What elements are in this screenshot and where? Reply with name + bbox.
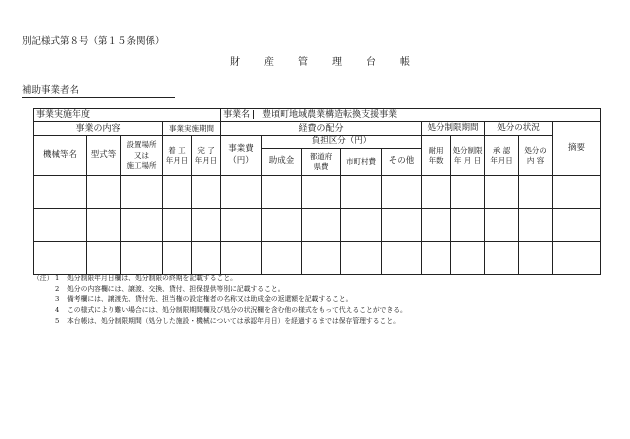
burden-header: 負担区分（円） xyxy=(262,136,422,149)
period-header: 事業実施期間 xyxy=(163,122,221,136)
col-approval-date: 承 認 年月日 xyxy=(485,136,519,176)
col-prefecture: 都道府 県費 xyxy=(302,149,341,176)
expense-header: 経費の配分 xyxy=(221,122,422,136)
col-location: 設置場所 又は 施工場所 xyxy=(121,136,163,176)
col-disposal-content: 処分の 内 容 xyxy=(519,136,553,176)
title-char: 管 xyxy=(298,57,308,68)
property-ledger-table xyxy=(33,108,601,275)
content-header: 事業の内容 xyxy=(34,122,163,136)
note-item: （注） 1 処分制限年月日欄は、処分制限の終期を記載すること。 xyxy=(33,274,237,282)
col-subsidy: 助成金 xyxy=(262,149,302,176)
remarks-header: 摘要 xyxy=(553,122,601,176)
col-town: 市町村費 xyxy=(341,149,382,176)
restriction-header: 処分制限期間 xyxy=(422,122,485,136)
col-model: 型式等 xyxy=(87,136,121,176)
table-row xyxy=(34,242,601,275)
note-item: 5 本台帳は、処分制限期間（処分した施設・機械については承認年月日）を経過するまでは保存管理すること。 xyxy=(55,316,400,325)
col-machine: 機械等名 xyxy=(34,136,87,176)
col-other: その他 xyxy=(382,149,422,176)
title-char: 台 xyxy=(366,57,376,68)
title-char: 産 xyxy=(264,57,274,68)
document-title xyxy=(230,53,410,68)
note-item: 3 備考欄には、譲渡先、貸付先、担当権の設定権者の名称又は助成金の返還額を記載すること。 xyxy=(55,295,353,304)
note-item: 2 処分の内容欄には、譲渡、交換、貸付、担保提供等別に記載すること。 xyxy=(55,284,285,293)
table-row xyxy=(34,176,601,209)
table-row xyxy=(34,209,601,242)
project-name-value: 豊頃町地域農業構造転換支援事業 xyxy=(262,110,398,120)
fiscal-year-label: 事業実施年度 xyxy=(34,109,221,122)
col-end-date: 完 了 年月日 xyxy=(192,136,221,176)
title-char: 財 xyxy=(230,57,240,68)
col-start-date: 着 工 年月日 xyxy=(163,136,192,176)
project-name-cell xyxy=(221,109,601,122)
project-name-label: 事業名 xyxy=(223,110,251,120)
title-char: 理 xyxy=(332,57,342,68)
col-lifespan: 耐用 年数 xyxy=(422,136,451,176)
disposal-header: 処分の状況 xyxy=(485,122,553,136)
note-item: 4 この様式により難い場合には、処分制限期間欄及び処分の状況欄を含む他の様式をもって代えることができる。 xyxy=(55,306,407,315)
title-char: 帳 xyxy=(400,57,410,68)
notes-section xyxy=(33,273,407,327)
notes-prefix: （注） xyxy=(33,274,54,282)
operator-name-field xyxy=(22,82,175,98)
form-number: 別記様式第８号（第１５条関係） xyxy=(22,36,165,47)
col-cost: 事業費 （円） xyxy=(221,136,262,176)
operator-label: 補助事業者名 xyxy=(22,85,80,96)
col-restrict-date: 処分制限 年 月 日 xyxy=(451,136,485,176)
